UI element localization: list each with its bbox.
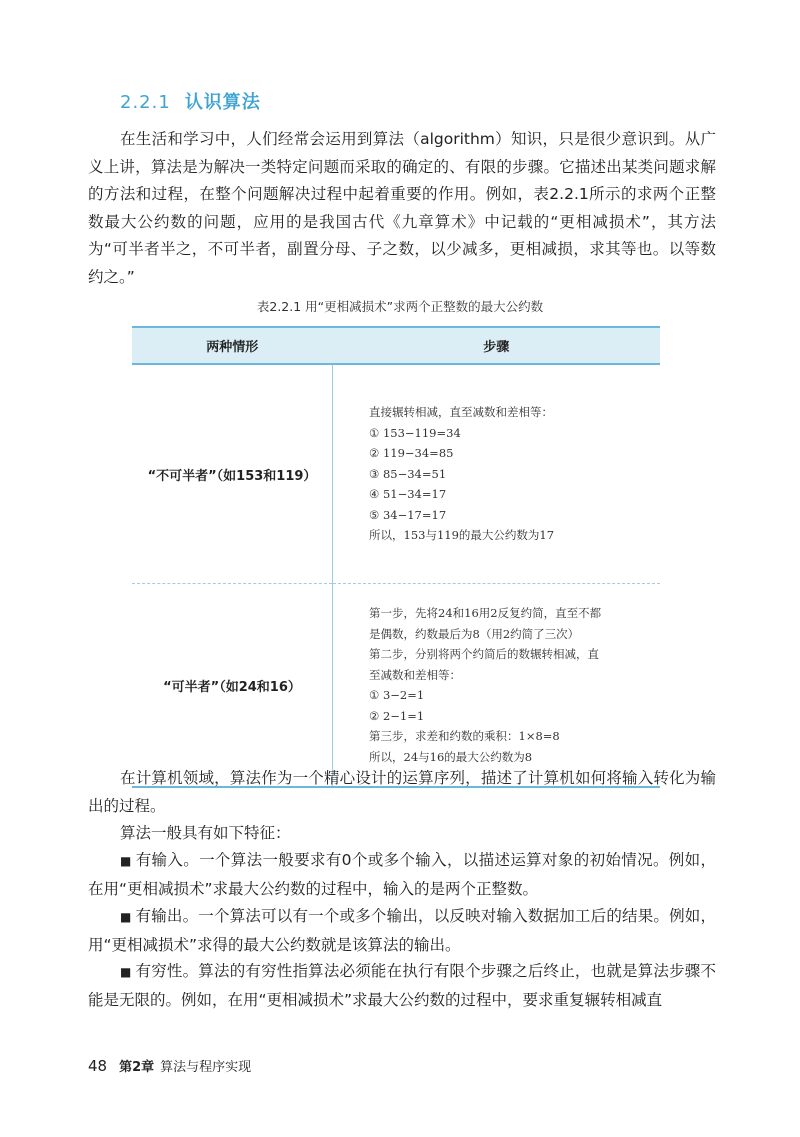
step-line: 第三步，求差和约数的乘积：1×8=8: [369, 729, 560, 743]
feature-finite: [88, 958, 716, 1014]
step-line: 所以，24与16的最大公约数为8: [369, 749, 533, 764]
case-cell: “不可半者”（如153和119）: [132, 364, 333, 584]
step-line: ③ 85−34=51: [369, 466, 447, 481]
bullet-square-icon: ■: [120, 965, 132, 979]
table-header-steps: 步骤: [333, 327, 661, 364]
step-line: ② 2−1=1: [369, 708, 425, 723]
step-line: ⑤ 34−17=17: [369, 507, 447, 522]
table-caption: 表2.2.1 用“更相减损术”求两个正整数的最大公约数: [256, 299, 544, 314]
step-line: 所以，153与119的最大公约数为17: [369, 528, 555, 543]
steps-cell: [333, 584, 661, 788]
gcd-table: [132, 326, 660, 788]
step-line: ① 153−119=34: [369, 425, 461, 440]
step-line: ① 3−2=1: [369, 688, 425, 702]
page-number: 48: [88, 1057, 108, 1075]
features-intro: 算法一般具有如下特征：: [120, 824, 291, 842]
step-line: 直接辗转相减，直至减数和差相等：: [369, 405, 553, 420]
step-line: 是偶数，约数最后为8（用2约简了三次）: [369, 626, 580, 641]
feature-text: 有输出。一个算法可以有一个或多个输出，以反映对输入数据加工后的结果。例如，用“更相减损术”求得的最大公约数就是该算法的输出。: [88, 907, 716, 954]
section-title: 认识算法: [184, 92, 261, 113]
table-header-cases: 两种情形: [132, 327, 333, 364]
page-footer: [88, 1056, 251, 1075]
feature-text: 有输入。一个算法一般要求有0个或多个输入，以描述运算对象的初始情况。例如，在用“更相减损术”求最大公约数的过程中，输入的是两个正整数。: [88, 851, 716, 898]
step-line: 第二步，分别将两个约简后的数辗转相减，直: [369, 647, 599, 661]
section-heading: [120, 88, 261, 114]
table-row: [132, 584, 660, 788]
computer-paragraph: 在计算机领域，算法作为一个精心设计的运算序列，描述了计算机如何将输入转化为输出的过程。: [88, 769, 716, 815]
table-row: [132, 364, 660, 584]
step-line: ② 119−34=85: [369, 446, 454, 461]
bullet-square-icon: ■: [120, 854, 132, 868]
chapter-number: 第2章: [119, 1060, 155, 1075]
feature-output: [88, 903, 716, 959]
bullet-square-icon: ■: [120, 910, 132, 924]
step-line: 至减数和差相等：: [369, 667, 461, 682]
feature-text: 有穷性。算法的有穷性指算法必须能在执行有限个步骤之后终止，也就是算法步骤不能是无限的。例如，在用“更相减损术”求最大公约数的过程中，要求重复辗转相减直: [88, 962, 716, 1009]
feature-input: [88, 847, 716, 903]
chapter-title: 算法与程序实现: [160, 1060, 252, 1075]
steps-cell: [333, 364, 661, 584]
section-number: 2.2.1: [120, 92, 171, 113]
case-cell: “可半者”（如24和16）: [132, 584, 333, 788]
step-line: ④ 51−34=17: [369, 487, 447, 502]
intro-paragraph: 在生活和学习中，人们经常会运用到算法（algorithm）知识，只是很少意识到。从广义上讲，算法是为解决一类特定问题而采取的确定的、有限的步骤。它描述出某类问题求解的方法和过程，在整个问题解决过程中起着重要的作用。例如，表2.2.1所示的求两个正整数最大公约数的问题，应用的是我国古代《九章算术》中记载的“更相减损术”，其方法为“可半者半之，不可半者，副置分母、子之数，以少减多，更相减损，求其等也。以等数约之。”: [88, 130, 716, 286]
step-line: 第一步，先将24和16用2反复约简，直至不都: [369, 606, 602, 620]
